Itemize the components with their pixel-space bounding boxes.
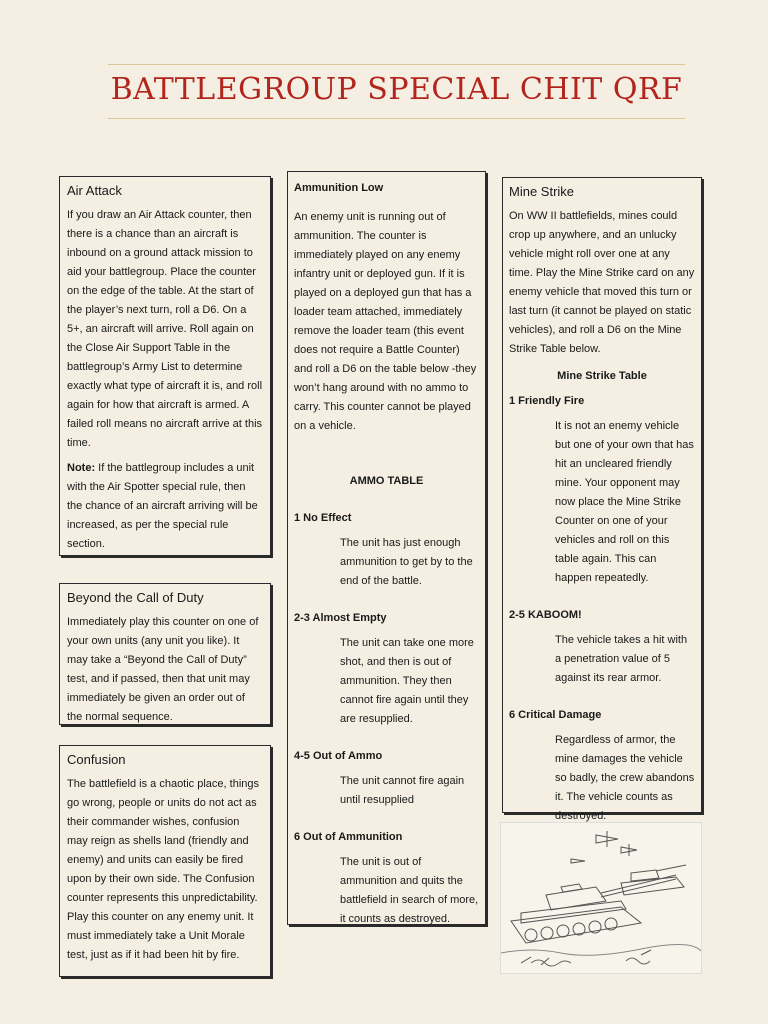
mine-heading: Mine Strike xyxy=(509,184,575,199)
ammo-body: An enemy unit is running out of ammunition. The counter is immediately played on any enemy infantry unit or deployed gun. If it is played on a deployed gun that has a loader team attached, immediately remove the loader team (this event does not require a Battle Counter) and roll a D6 on the table below -they won’t hang around with no ammo to carry. This counter cannot be played on a vehicle. xyxy=(294,211,477,432)
air-attack-body: If you draw an Air Attack counter, then there is a chance than an aircraft is inbound on a ground attack mission to aid your battlegroup. Place the counter on the edge of the table. At the start of the player’s next turn, roll a D6. On a 5+, an aircraft will arrive. Roll again on the Close Air Support Table in the battlegroup’s Army List to determine exactly what type of aircraft it is, and roll again for how that aircraft is armed. A failed roll means no aircraft arrive at this time. xyxy=(67,209,263,449)
mine-entry-text: Regardless of armor, the mine damages the vehicle so badly, the crew abandons it. The vehicle counts as destroyed. xyxy=(555,734,695,822)
tank-sketch-icon xyxy=(500,822,702,974)
top-rule xyxy=(108,64,685,65)
tank-illustration xyxy=(501,823,701,973)
air-attack-note xyxy=(67,459,263,554)
air-attack-heading: Air Attack xyxy=(67,183,122,198)
ammo-entry-head: 4-5 Out of Ammo xyxy=(294,750,383,762)
ammo-heading: Ammunition Low xyxy=(294,182,384,194)
page-title: BATTLEGROUP SPECIAL CHIT QRF xyxy=(110,72,683,107)
ammo-table-title: AMMO TABLE xyxy=(349,475,424,487)
ammo-entry-head: 6 Out of Ammunition xyxy=(294,831,403,843)
ammo-entry-text: The unit is out of ammunition and quits the battlefield in search of more, it counts as destroyed. xyxy=(340,856,479,925)
mine-strike-box xyxy=(502,177,702,822)
mine-entry-text: It is not an enemy vehicle but one of your own that has hit an uncleared friendly mine. Your opponent may now place the Mine Strike Counter on one of your vehicles and roll on this table again. This can happen repeatedly. xyxy=(555,420,694,584)
ammo-entry-text: The unit has just enough ammunition to get by to the end of the battle. xyxy=(340,537,473,587)
mine-table-title: Mine Strike Table xyxy=(557,370,647,382)
ammo-entry-text: The unit can take one more shot, and then is out of ammunition. They then cannot fire again until they are resupplied. xyxy=(340,637,474,725)
beyond-heading: Beyond the Call of Duty xyxy=(67,590,204,605)
confusion-box xyxy=(59,745,271,977)
confusion-heading: Confusion xyxy=(67,752,126,767)
ammo-entry-head: 1 No Effect xyxy=(294,512,352,524)
beyond-call-of-duty-box xyxy=(59,583,271,725)
confusion-body: The battlefield is a chaotic place, things go wrong, people or units do not act as their commander wishes, confusion may reign as shells land (friendly and enemy) and units can easily be fired upon by their own side. The Confusion counter represents this unpredictability. Play this counter on any enemy unit. It must immediately take a Unit Morale test, just as if it had been hit by fire. xyxy=(67,778,260,961)
note-body: If the battlegroup includes a unit with the Air Spotter special rule, then the chance of an aircraft arriving will be increased, as per the special rule section. xyxy=(67,462,258,550)
mine-body: On WW II battlefields, mines could crop up anywhere, and an unlucky vehicle might roll over one at any time. Play the Mine Strike card on any enemy vehicle that moved this turn or last turn (it cannot be played on static vehicles), and roll a D6 on the Mine Strike Table below. xyxy=(509,210,695,355)
air-attack-box xyxy=(59,176,271,556)
mine-entry-text: The vehicle takes a hit with a penetration value of 5 against its rear armor. xyxy=(555,634,688,684)
mine-entry-head: 6 Critical Damage xyxy=(509,709,602,721)
ammunition-low-box xyxy=(287,171,486,925)
ammo-entry-text: The unit cannot fire again until resupplied xyxy=(340,775,465,806)
mine-entry-head: 2-5 KABOOM! xyxy=(509,609,582,621)
ammo-entry-head: 2-3 Almost Empty xyxy=(294,612,387,624)
title-underline xyxy=(108,118,685,119)
mine-entry-head: 1 Friendly Fire xyxy=(509,395,585,407)
beyond-body: Immediately play this counter on one of your own units (any unit you like). It may take a “Beyond the Call of Duty” test, and if passed, then that unit may immediately be given an order out of the normal sequence. xyxy=(67,616,259,723)
note-label: Note: xyxy=(67,462,96,474)
